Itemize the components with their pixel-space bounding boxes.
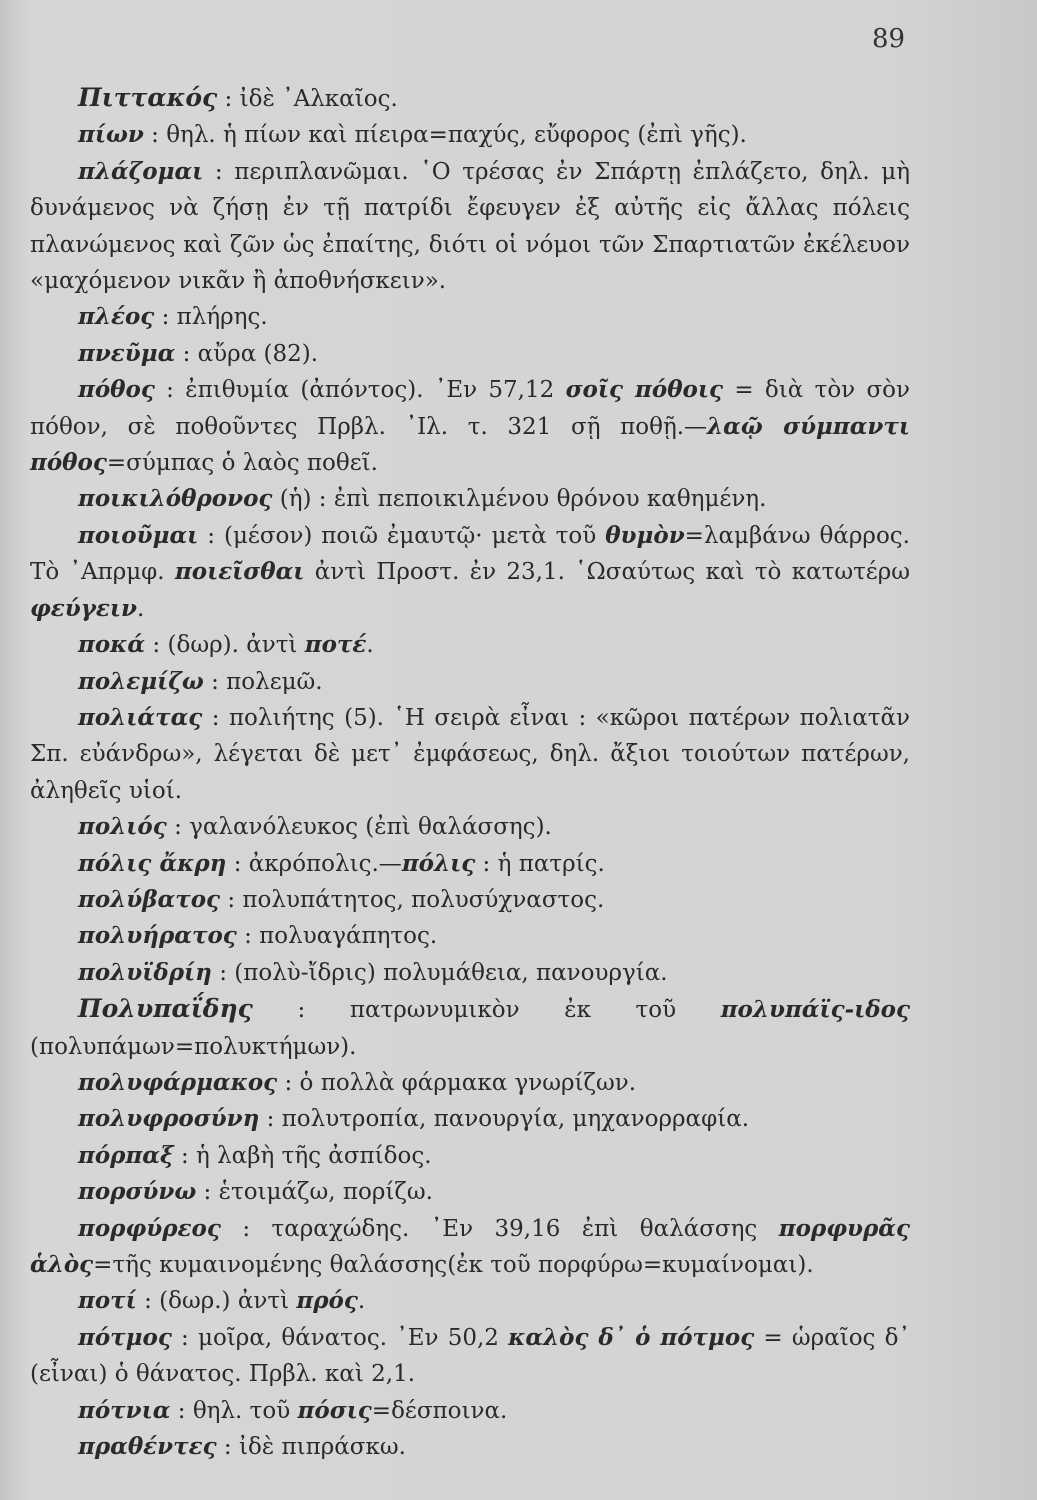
headword: πραθέντες (78, 1433, 217, 1461)
definition-text: : (δωρ.) ἀντὶ (136, 1288, 297, 1315)
glossary-entry (30, 918, 910, 954)
headword: πολεμίζω (78, 667, 204, 695)
headword: πότνια (78, 1396, 171, 1424)
glossary-entry (30, 1393, 910, 1429)
headword: πορσύνω (78, 1178, 197, 1206)
glossary-entry (30, 1211, 910, 1284)
definition-text: : (δωρ). ἀντὶ (145, 632, 305, 659)
headword: πολυφροσύνη (78, 1105, 260, 1133)
headword: πολιός (78, 813, 167, 841)
definition-text: =σύμπας ὁ λαὸς ποθεῖ. (106, 450, 378, 477)
headword: ποιοῦμαι (78, 521, 199, 549)
definition-text: : ἰδὲ πιπράσκω. (216, 1434, 406, 1461)
headword: πόλις ἄκρη (78, 849, 227, 877)
glossary-entry (30, 1429, 910, 1465)
cited-phrase: λαῷ σύμπαντι πόθος (30, 412, 910, 477)
headword: πίων (78, 121, 144, 149)
cited-phrase: πορφυρᾶς ἁλὸς (30, 1214, 910, 1278)
headword: πολυφάρμακος (78, 1068, 278, 1096)
glossary-entry (30, 1174, 910, 1210)
definition-text: : ἑτοιμάζω, πορίζω. (196, 1179, 433, 1206)
definition-text: : ἀκρόπολις.— (226, 850, 402, 877)
cited-phrase: φεύγειν (30, 594, 138, 622)
definition-text: : πλήρης. (154, 304, 268, 331)
glossary-entries (30, 80, 910, 1465)
definition-text: : (μέσον) ποιῶ ἐμαυτῷ· μετὰ τοῦ (198, 522, 606, 549)
headword: πλάζομαι (78, 157, 204, 185)
definition-text: : ἡ πατρίς. (475, 850, 605, 877)
headword: πόρπαξ (78, 1141, 174, 1169)
definition-text: : πατρωνυμικὸν ἐκ τοῦ (252, 997, 721, 1024)
cited-phrase: θυμὸν (605, 521, 685, 549)
definition-text: = ὡραῖος δ᾿ (εἶναι) ὁ θάνατος. Πρβλ. καὶ 2,1. (30, 1324, 910, 1388)
cited-phrase: πρός (296, 1287, 358, 1315)
definition-text: : ταραχώδης. ᾿Εν 39,16 ἐπὶ θαλάσσης (220, 1215, 779, 1242)
headword: ποτί (78, 1287, 137, 1315)
headword: πολυήρατος (78, 922, 237, 950)
glossary-entry (30, 336, 910, 372)
headword: πορφύρεος (78, 1214, 221, 1242)
glossary-entry (30, 700, 910, 809)
definition-text: = διὰ τὸν σὸν πόθον, σὲ ποθοῦντες Πρβλ. ᾿Ιλ. τ. 321 σῇ ποθῇ.— (30, 377, 910, 440)
definition-text: : περιπλανῶμαι. ῾Ο τρέσας ἐν Σπάρτῃ ἐπλάζετο, δηλ. μὴ δυνάμενος νὰ ζήσῃ ἐν τῇ πατρίδι ἔφευγεν ἐξ αὐτῆς εἰς ἄλλας πόλεις πλανώμενος καὶ ζῶν ὡς ἐπαίτης, διότι οἱ νόμοι τῶν Σπαρτιατῶν ἐκέλευον «μαχόμενον νικᾶν ἢ ἀποθνήσκειν». (30, 158, 910, 295)
definition-text: : πολυτροπία, πανουργία, μηχανορραφία. (259, 1106, 750, 1133)
headword: πολύβατος (78, 885, 221, 913)
definition-text: : θηλ. ἡ πίων καὶ πίειρα=παχύς, εὔφορος (ἐπὶ γῆς). (143, 122, 747, 149)
definition-text: : (πολὺ-ἴδρις) πολυμάθεια, πανουργία. (211, 959, 668, 986)
definition-text: . (137, 595, 145, 622)
definition-text: : μοῖρα, θάνατος. ᾿Εν 50,2 (171, 1324, 509, 1351)
cited-phrase: πόλις (401, 849, 476, 877)
definition-text: . (366, 632, 374, 659)
glossary-entry (30, 991, 910, 1065)
glossary-entry (30, 1065, 910, 1101)
definition-text: (ἡ) : ἐπὶ πεποικιλμένου θρόνου καθημένη. (272, 486, 767, 513)
headword: ποκά (78, 631, 146, 659)
glossary-entry (30, 481, 910, 517)
cited-phrase: πόσις (297, 1396, 372, 1424)
cited-phrase: ποτέ (304, 631, 367, 659)
definition-text: . (357, 1288, 366, 1315)
headword: πολιάτας (78, 703, 203, 731)
cited-phrase: σοῖς πόθοις (565, 376, 724, 404)
definition-text: : πολεμῶ. (203, 668, 323, 695)
headword: πολυϊδρίη (78, 958, 212, 986)
page-number: 89 (872, 24, 906, 54)
definition-text: : θηλ. τοῦ (170, 1397, 298, 1424)
definition-text: : ἰδὲ ᾿Αλκαῖος. (217, 86, 398, 112)
definition-text: : ὁ πολλὰ φάρμακα γνωρίζων. (277, 1069, 637, 1096)
glossary-entry (30, 1320, 910, 1393)
definition-text: =λαμβάνω θάρρος. Τὸ ᾿Απρμφ. (30, 522, 910, 586)
headword: Πιττακός (78, 83, 218, 112)
definition-text: : πολυαγάπητος. (236, 923, 438, 950)
glossary-entry (30, 1101, 910, 1137)
definition-text: : ἐπιθυμία (ἀπόντος). ᾿Εν 57,12 (154, 377, 566, 404)
headword: πόθος (78, 376, 155, 404)
glossary-entry (30, 882, 910, 918)
headword: ποικιλόθρονος (78, 485, 273, 513)
headword: πότμος (78, 1323, 172, 1351)
headword: πνεῦμα (78, 339, 176, 367)
headword: πλέος (78, 303, 155, 331)
definition-text: ἀντὶ Προστ. ἐν 23,1. ῾Ωσαύτως καὶ τὸ κατωτέρω (304, 559, 910, 586)
definition-text: : γαλανόλευκος (ἐπὶ θαλάσσης). (166, 814, 552, 841)
definition-text: (πολυπάμων=πολυκτήμων). (30, 1033, 357, 1060)
glossary-entry (30, 299, 910, 335)
glossary-entry (30, 154, 910, 300)
glossary-entry (30, 846, 910, 882)
glossary-entry (30, 80, 910, 117)
glossary-entry (30, 518, 910, 627)
definition-text: : πολιήτης (5). ῾Η σειρὰ εἶναι : «κῶροι πατέρων πολιατᾶν Σπ. εὐάνδρω», λέγεται δὲ μετ᾿ ἐμφάσεως, δηλ. ἄξιοι τοιούτων πατέρων, ἀληθεῖς υἱοί. (30, 704, 910, 804)
glossary-entry (30, 627, 910, 663)
glossary-entry (30, 955, 910, 991)
glossary-entry (30, 1283, 910, 1319)
definition-text: : πολυπάτητος, πολυσύχναστος. (220, 886, 605, 913)
definition-text: =δέσποινα. (371, 1397, 508, 1424)
definition-text: : ἡ λαβὴ τῆς ἀσπίδος. (173, 1142, 432, 1169)
headword: Πολυπαΐδης (78, 994, 253, 1024)
glossary-entry (30, 664, 910, 700)
definition-text: : αὔρα (82). (175, 340, 319, 367)
glossary-entry (30, 372, 910, 481)
glossary-entry (30, 117, 910, 153)
cited-phrase: πολυπάϊς-ιδος (720, 996, 910, 1024)
cited-phrase: ποιεῖσθαι (174, 558, 305, 586)
definition-text: =τῆς κυμαινομένης θαλάσσης(ἐκ τοῦ πορφύρω=κυμαίνομαι). (93, 1252, 814, 1278)
cited-phrase: καλὸς δ᾿ ὁ πότμος (508, 1323, 755, 1351)
glossary-entry (30, 1138, 910, 1174)
glossary-entry (30, 809, 910, 845)
